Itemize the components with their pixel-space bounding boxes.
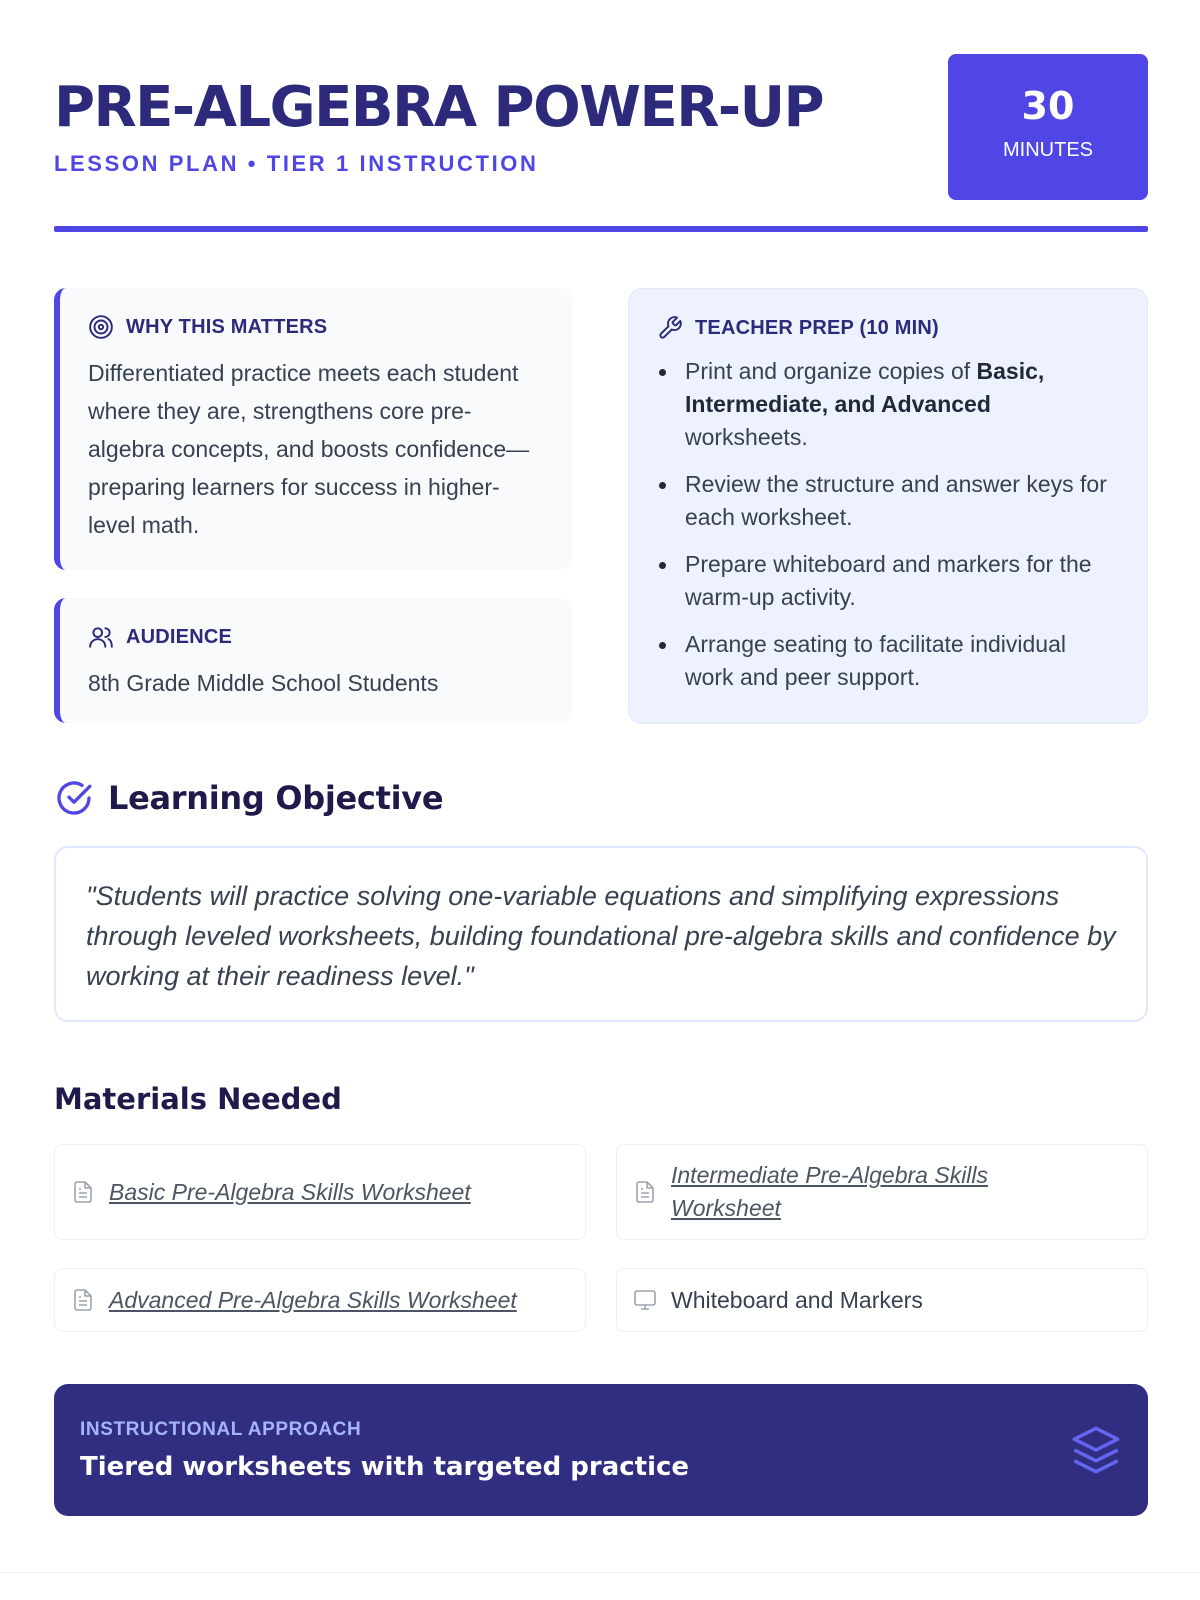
prep-heading-label: TEACHER PREP (10 MIN) (695, 317, 939, 339)
material-intermediate-worksheet[interactable] (616, 1144, 1148, 1240)
audience-heading-label: AUDIENCE (126, 626, 233, 648)
approach-label: INSTRUCTIONAL APPROACH (80, 1419, 362, 1440)
users-icon (88, 624, 114, 650)
target-icon (88, 314, 114, 340)
audience-body: 8th Grade Middle School Students (88, 670, 439, 696)
monitor-icon (633, 1288, 657, 1312)
why-this-matters-card (54, 288, 572, 570)
objective-box (54, 846, 1148, 1022)
list-item (657, 355, 1119, 454)
footer-divider (0, 1572, 1200, 1573)
header (54, 54, 1148, 202)
prep-heading (657, 315, 1119, 341)
prep-item-text: Print and organize copies of (685, 358, 977, 384)
audience-heading (88, 624, 544, 650)
material-basic-worksheet[interactable] (54, 1144, 586, 1240)
prep-list (657, 355, 1119, 694)
prep-item-bold: Basic, Intermediate, and Advanced (685, 358, 1045, 417)
instructional-approach-banner (54, 1384, 1148, 1516)
page-title: PRE-ALGEBRA POWER-UP (54, 75, 824, 140)
material-link[interactable]: Basic Pre-Algebra Skills Worksheet (109, 1178, 471, 1205)
duration-badge (948, 54, 1148, 200)
objective-heading (54, 778, 443, 818)
objective-title: Learning Objective (108, 779, 444, 817)
document-icon (71, 1180, 95, 1204)
material-link[interactable]: Advanced Pre-Algebra Skills Worksheet (109, 1286, 517, 1313)
approach-text: Tiered worksheets with targeted practice (80, 1452, 690, 1482)
document-icon (71, 1288, 95, 1312)
check-circle-icon (54, 778, 94, 818)
teacher-prep-card (628, 288, 1148, 724)
material-link[interactable]: Intermediate Pre-Algebra Skills Worksheet (671, 1162, 989, 1221)
objective-text: "Students will practice solving one-variable equations and simplifying expressions through leveled worksheets, building foundational pre-algebra skills and confidence by working at their readiness level." (86, 881, 1116, 991)
document-icon (633, 1180, 657, 1204)
lesson-plan-page (54, 0, 1148, 1600)
duration-unit: MINUTES (1003, 139, 1093, 161)
list-item: Prepare whiteboard and markers for the warm-up activity. (657, 548, 1119, 614)
duration-value: 30 (1021, 84, 1075, 128)
audience-card (54, 598, 572, 723)
materials-title: Materials Needed (54, 1082, 342, 1116)
material-advanced-worksheet[interactable] (54, 1268, 586, 1332)
list-item: Review the structure and answer keys for each worksheet. (657, 468, 1119, 534)
material-whiteboard (616, 1268, 1148, 1332)
why-body: Differentiated practice meets each student where they are, strengthens core pre-algebra concepts, and boosts confidence—preparing learners for success in higher-level math. (88, 360, 530, 538)
page-subtitle: LESSON PLAN • TIER 1 INSTRUCTION (54, 151, 539, 176)
why-heading (88, 314, 544, 340)
list-item: Arrange seating to facilitate individual work and peer support. (657, 628, 1119, 694)
why-heading-label: WHY THIS MATTERS (126, 316, 328, 338)
wrench-icon (657, 315, 683, 341)
prep-item-text: worksheets. (685, 424, 808, 450)
header-divider (54, 226, 1148, 232)
layers-icon (1070, 1424, 1122, 1476)
material-label: Whiteboard and Markers (671, 1286, 923, 1313)
